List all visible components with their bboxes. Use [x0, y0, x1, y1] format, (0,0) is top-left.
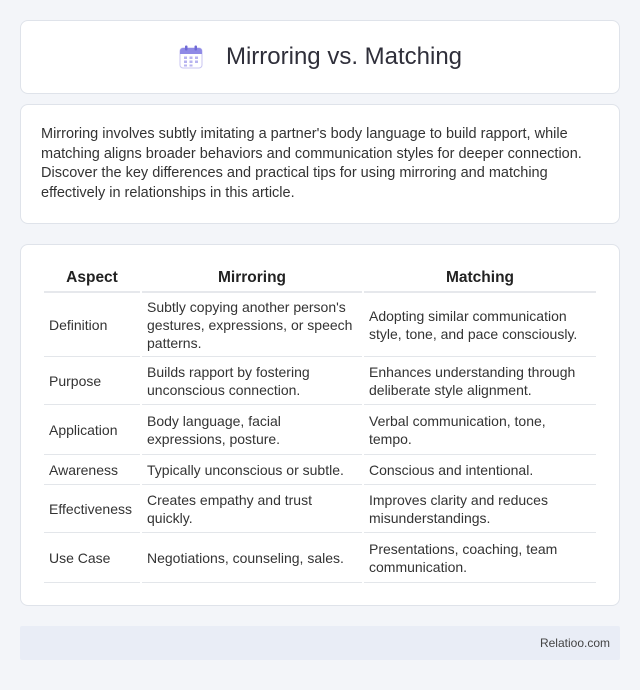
- table-cell: Use Case: [44, 533, 140, 583]
- table-row: [44, 533, 596, 583]
- table-row: [44, 405, 596, 455]
- calendar-icon: [178, 44, 204, 70]
- table-cell: Presentations, coaching, team communication.: [364, 533, 596, 583]
- table-header-row: [44, 265, 596, 293]
- column-header: Mirroring: [142, 265, 362, 293]
- comparison-table: [42, 265, 598, 583]
- title-card: [20, 20, 620, 94]
- table-cell: Verbal communication, tone, tempo.: [364, 405, 596, 455]
- table-cell: Application: [44, 405, 140, 455]
- table-row: [44, 293, 596, 357]
- table-cell: Subtly copying another person's gestures, expressions, or speech patterns.: [142, 293, 362, 357]
- intro-text: Mirroring involves subtly imitating a partner's body language to build rapport, while matching aligns broader behaviors and communication styles for deeper connection. Discover the key differences and practical tips for using mirroring and matching effectively in relationships in this article.: [41, 126, 582, 201]
- table-cell: Improves clarity and reduces misunderstandings.: [364, 485, 596, 533]
- table-cell: Definition: [44, 293, 140, 357]
- table-row: [44, 357, 596, 405]
- column-header: Matching: [364, 265, 596, 293]
- table-row: [44, 455, 596, 485]
- table-cell: Enhances understanding through deliberate style alignment.: [364, 357, 596, 405]
- table-cell: Creates empathy and trust quickly.: [142, 485, 362, 533]
- comparison-table-card: [20, 244, 620, 606]
- table-cell: Body language, facial expressions, posture.: [142, 405, 362, 455]
- page-title: Mirroring vs. Matching: [225, 43, 463, 70]
- table-cell: Effectiveness: [44, 485, 140, 533]
- footer: [20, 626, 620, 660]
- table-cell: Builds rapport by fostering unconscious connection.: [142, 357, 362, 405]
- table-cell: Negotiations, counseling, sales.: [142, 533, 362, 583]
- table-cell: Adopting similar communication style, tone, and pace consciously.: [364, 293, 596, 357]
- intro-card: [20, 104, 620, 224]
- table-cell: Conscious and intentional.: [364, 455, 596, 485]
- table-cell: Typically unconscious or subtle.: [142, 455, 362, 485]
- footer-site-link[interactable]: Relatioo.com: [539, 636, 610, 650]
- table-row: [44, 485, 596, 533]
- table-cell: Awareness: [44, 455, 140, 485]
- column-header: Aspect: [44, 265, 140, 293]
- table-cell: Purpose: [44, 357, 140, 405]
